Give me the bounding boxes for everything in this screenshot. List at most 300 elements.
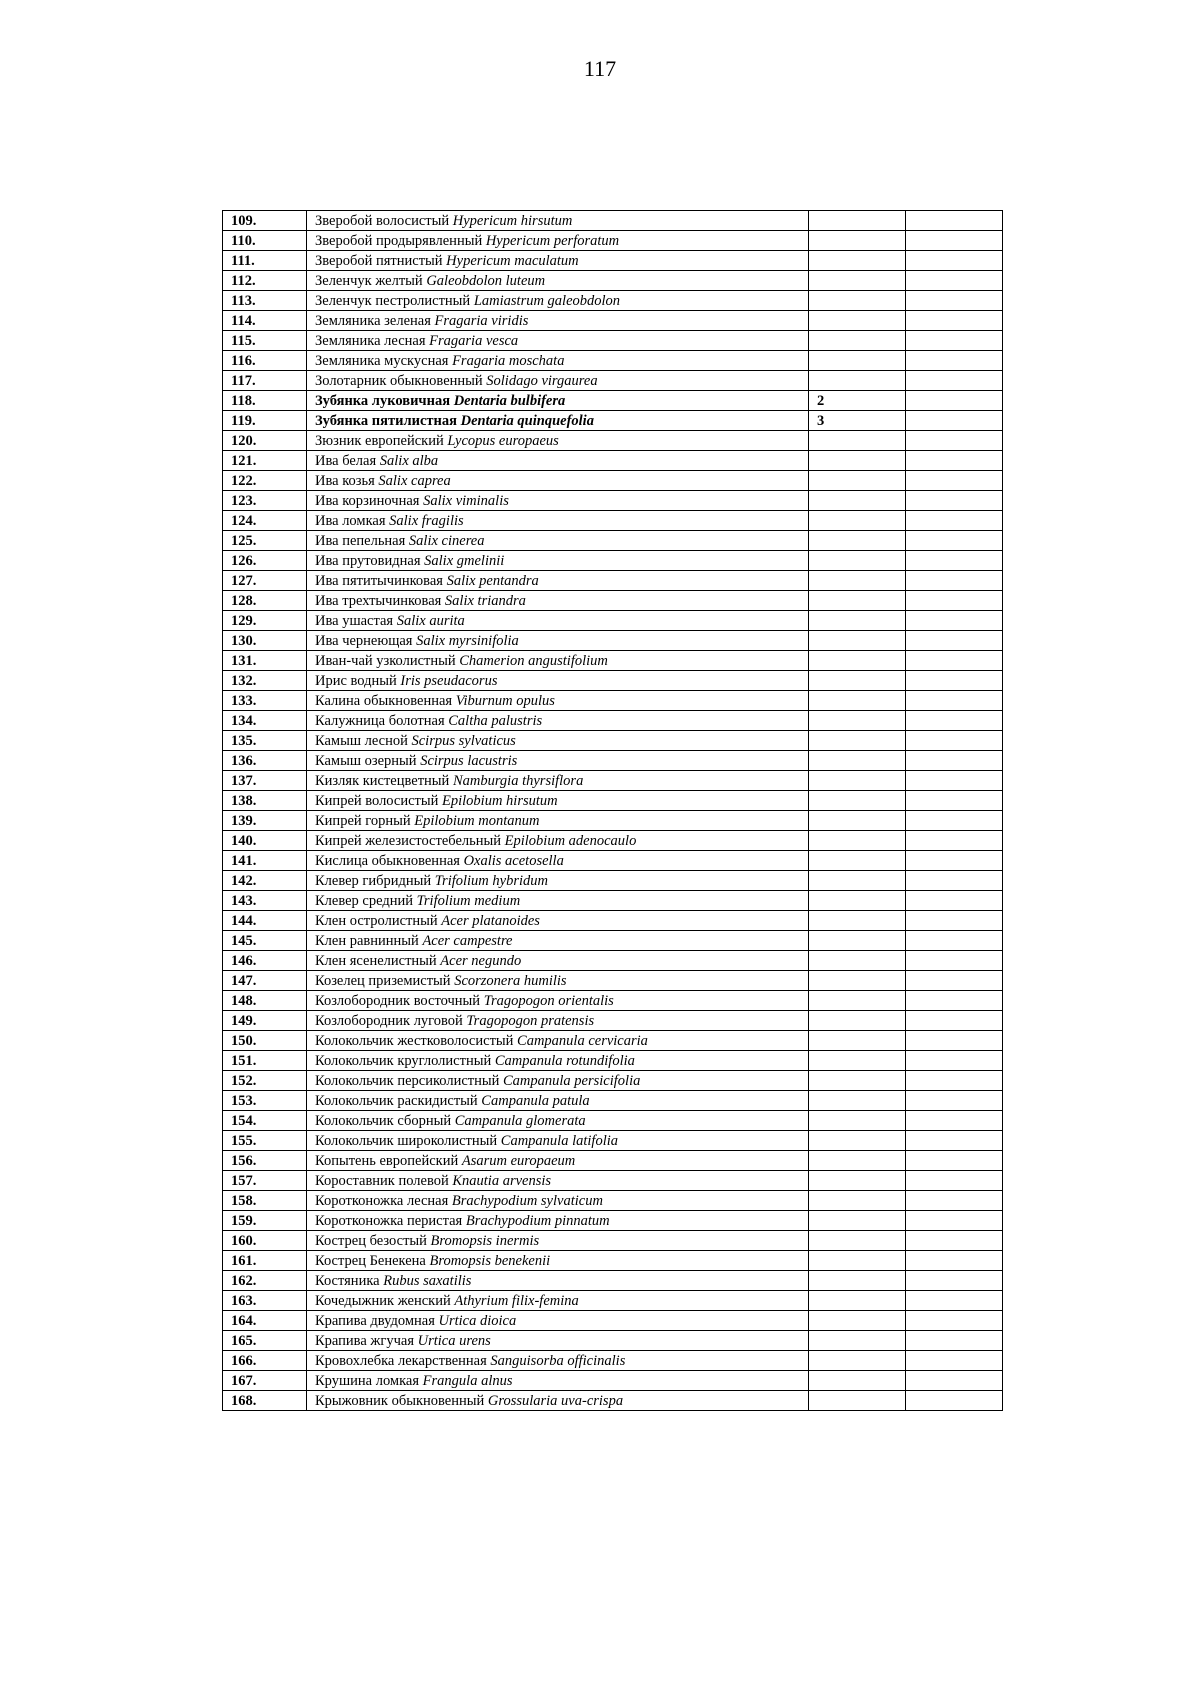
row-number: 162.	[223, 1271, 307, 1291]
latin-name: Namburgia thyrsiflora	[452, 772, 584, 789]
value-cell-2	[906, 231, 1003, 251]
value-cell-2	[906, 1111, 1003, 1131]
species-name-cell	[307, 1211, 809, 1231]
value-cell-1	[809, 511, 906, 531]
species-name-cell	[307, 1011, 809, 1031]
table-row	[223, 331, 1003, 351]
value-cell-2	[906, 291, 1003, 311]
value-cell-1	[809, 1231, 906, 1251]
russian-name: Крушина ломкая	[315, 1372, 420, 1389]
species-name-cell	[307, 911, 809, 931]
table-row	[223, 731, 1003, 751]
value-cell-2	[906, 471, 1003, 491]
value-cell-2	[906, 491, 1003, 511]
latin-name: Fragaria viridis	[434, 312, 529, 329]
russian-name: Зеленчук желтый	[315, 272, 423, 289]
row-number: 152.	[223, 1071, 307, 1091]
table-row	[223, 511, 1003, 531]
latin-name: Brachypodium sylvaticum	[451, 1192, 603, 1209]
latin-name: Oxalis acetosella	[463, 852, 564, 869]
table-row	[223, 1351, 1003, 1371]
row-number: 147.	[223, 971, 307, 991]
russian-name: Ива пепельная	[315, 532, 406, 549]
value-cell-2	[906, 1011, 1003, 1031]
russian-name: Ива пятитычинковая	[315, 572, 443, 589]
table-row	[223, 251, 1003, 271]
row-number: 138.	[223, 791, 307, 811]
value-cell-1	[809, 1091, 906, 1111]
row-number: 129.	[223, 611, 307, 631]
value-cell-1	[809, 311, 906, 331]
value-cell-1	[809, 571, 906, 591]
row-number: 135.	[223, 731, 307, 751]
row-number: 126.	[223, 551, 307, 571]
value-cell-1	[809, 251, 906, 271]
table-row	[223, 931, 1003, 951]
value-cell-2	[906, 1151, 1003, 1171]
russian-name: Земляника мускусная	[315, 352, 449, 369]
table-row	[223, 391, 1003, 411]
value-cell-1	[809, 451, 906, 471]
table-row	[223, 751, 1003, 771]
table-row	[223, 991, 1003, 1011]
latin-name: Scirpus lacustris	[420, 752, 518, 769]
species-name-cell	[307, 371, 809, 391]
row-number: 159.	[223, 1211, 307, 1231]
russian-name: Колокольчик раскидистый	[315, 1092, 478, 1109]
value-cell-2	[906, 1031, 1003, 1051]
row-number: 128.	[223, 591, 307, 611]
species-name-cell	[307, 1391, 809, 1411]
table-row	[223, 451, 1003, 471]
row-number: 148.	[223, 991, 307, 1011]
value-cell-1	[809, 1171, 906, 1191]
value-cell-2	[906, 511, 1003, 531]
russian-name: Калужница болотная	[315, 712, 445, 729]
latin-name: Urtica urens	[417, 1332, 491, 1349]
value-cell-1	[809, 1191, 906, 1211]
row-number: 130.	[223, 631, 307, 651]
value-cell-1	[809, 591, 906, 611]
value-cell-2	[906, 1311, 1003, 1331]
table-row	[223, 1331, 1003, 1351]
russian-name: Камыш озерный	[315, 752, 417, 769]
russian-name: Крапива двудомная	[315, 1312, 435, 1329]
latin-name: Salix triandra	[444, 592, 526, 609]
russian-name: Клевер гибридный	[315, 872, 432, 889]
value-cell-1	[809, 911, 906, 931]
value-cell-1	[809, 991, 906, 1011]
latin-name: Acer campestre	[422, 932, 513, 949]
russian-name: Колокольчик персиколистный	[315, 1072, 500, 1089]
table-row	[223, 231, 1003, 251]
latin-name: Rubus saxatilis	[383, 1272, 472, 1289]
value-cell-2	[906, 1211, 1003, 1231]
value-cell-1	[809, 371, 906, 391]
value-cell-1	[809, 1291, 906, 1311]
species-name-cell	[307, 791, 809, 811]
russian-name: Зверобой волосистый	[315, 212, 450, 229]
value-cell-2	[906, 671, 1003, 691]
latin-name: Fragaria vesca	[429, 332, 519, 349]
value-cell-2	[906, 731, 1003, 751]
row-number: 123.	[223, 491, 307, 511]
value-cell-2	[906, 531, 1003, 551]
species-name-cell	[307, 1251, 809, 1271]
species-name-cell	[307, 1151, 809, 1171]
species-name-cell	[307, 491, 809, 511]
latin-name: Scirpus sylvaticus	[411, 732, 516, 749]
value-cell-2	[906, 691, 1003, 711]
row-number: 149.	[223, 1011, 307, 1031]
row-number: 116.	[223, 351, 307, 371]
row-number: 166.	[223, 1351, 307, 1371]
row-number: 125.	[223, 531, 307, 551]
latin-name: Acer platanoides	[441, 912, 540, 929]
russian-name: Козелец приземистый	[315, 972, 451, 989]
row-number: 164.	[223, 1311, 307, 1331]
species-name-cell	[307, 1311, 809, 1331]
row-number: 134.	[223, 711, 307, 731]
table-row	[223, 711, 1003, 731]
value-cell-1	[809, 1371, 906, 1391]
table-row	[223, 1211, 1003, 1231]
russian-name: Ирис водный	[315, 672, 397, 689]
row-number: 127.	[223, 571, 307, 591]
value-cell-2	[906, 751, 1003, 771]
russian-name: Земляника лесная	[315, 332, 426, 349]
russian-name: Ива чернеющая	[315, 632, 413, 649]
value-cell-2	[906, 451, 1003, 471]
row-number: 157.	[223, 1171, 307, 1191]
russian-name: Колокольчик жестковолосистый	[315, 1032, 514, 1049]
value-cell-1	[809, 1311, 906, 1331]
row-number: 142.	[223, 871, 307, 891]
species-name-cell	[307, 1271, 809, 1291]
latin-name: Athyrium filix-femina	[454, 1292, 579, 1309]
species-name-cell	[307, 451, 809, 471]
latin-name: Tragopogon pratensis	[466, 1012, 595, 1029]
row-number: 155.	[223, 1131, 307, 1151]
value-cell-2	[906, 1331, 1003, 1351]
value-cell-1	[809, 891, 906, 911]
row-number: 146.	[223, 951, 307, 971]
row-number: 168.	[223, 1391, 307, 1411]
russian-name: Кочедыжник женский	[315, 1292, 451, 1309]
latin-name: Lycopus europaeus	[447, 432, 559, 449]
row-number: 144.	[223, 911, 307, 931]
russian-name: Клевер средний	[315, 892, 414, 909]
value-cell-2	[906, 831, 1003, 851]
species-name-cell	[307, 251, 809, 271]
latin-name: Campanula cervicaria	[517, 1032, 648, 1049]
russian-name: Крыжовник обыкновенный	[315, 1392, 485, 1409]
latin-name: Campanula glomerata	[454, 1112, 586, 1129]
species-name-cell	[307, 711, 809, 731]
row-number: 131.	[223, 651, 307, 671]
value-cell-1	[809, 691, 906, 711]
latin-name: Salix pentandra	[446, 572, 539, 589]
value-cell-1	[809, 671, 906, 691]
russian-name: Колокольчик широколистный	[315, 1132, 498, 1149]
table-row	[223, 1231, 1003, 1251]
value-cell-2	[906, 591, 1003, 611]
row-number: 140.	[223, 831, 307, 851]
latin-name: Campanula persicifolia	[503, 1072, 641, 1089]
row-number: 145.	[223, 931, 307, 951]
species-name-cell	[307, 731, 809, 751]
table-row	[223, 591, 1003, 611]
row-number: 110.	[223, 231, 307, 251]
table-row	[223, 371, 1003, 391]
species-name-cell	[307, 1371, 809, 1391]
russian-name: Козлобородник луговой	[315, 1012, 463, 1029]
russian-name: Зверобой продырявленный	[315, 232, 483, 249]
russian-name: Кипрей волосистый	[315, 792, 439, 809]
species-name-cell	[307, 751, 809, 771]
latin-name: Tragopogon orientalis	[483, 992, 614, 1009]
russian-name: Зюзник европейский	[315, 432, 444, 449]
row-number: 111.	[223, 251, 307, 271]
species-name-cell	[307, 1291, 809, 1311]
value-cell-1	[809, 851, 906, 871]
table-row	[223, 271, 1003, 291]
species-name-cell	[307, 1331, 809, 1351]
row-number: 118.	[223, 391, 307, 411]
row-number: 165.	[223, 1331, 307, 1351]
value-cell-1	[809, 531, 906, 551]
table-row	[223, 1131, 1003, 1151]
russian-name: Зубянка пятилистная	[315, 412, 457, 429]
russian-name: Ива трехтычинковая	[315, 592, 442, 609]
value-cell-1	[809, 771, 906, 791]
value-cell-2	[906, 791, 1003, 811]
latin-name: Bromopsis inermis	[430, 1232, 540, 1249]
row-number: 117.	[223, 371, 307, 391]
latin-name: Salix cinerea	[408, 532, 485, 549]
row-number: 114.	[223, 311, 307, 331]
species-name-cell	[307, 971, 809, 991]
row-number: 139.	[223, 811, 307, 831]
table-row	[223, 1151, 1003, 1171]
value-cell-1	[809, 351, 906, 371]
latin-name: Caltha palustris	[448, 712, 543, 729]
table-row	[223, 651, 1003, 671]
row-number: 143.	[223, 891, 307, 911]
species-name-cell	[307, 351, 809, 371]
species-name-cell	[307, 471, 809, 491]
value-cell-1	[809, 271, 906, 291]
russian-name: Ива корзиночная	[315, 492, 420, 509]
russian-name: Кизляк кистецветный	[315, 772, 450, 789]
species-name-cell	[307, 651, 809, 671]
russian-name: Ива белая	[315, 452, 377, 469]
value-cell-1	[809, 711, 906, 731]
latin-name: Epilobium hirsutum	[442, 792, 558, 809]
row-number: 119.	[223, 411, 307, 431]
russian-name: Зверобой пятнистый	[315, 252, 443, 269]
species-name-cell	[307, 431, 809, 451]
table-row	[223, 1371, 1003, 1391]
row-number: 115.	[223, 331, 307, 351]
species-name-cell	[307, 1031, 809, 1051]
table-row	[223, 971, 1003, 991]
latin-name: Galeobdolon luteum	[426, 272, 546, 289]
species-name-cell	[307, 311, 809, 331]
table-row	[223, 611, 1003, 631]
species-name-cell	[307, 391, 809, 411]
table-row	[223, 471, 1003, 491]
row-number: 136.	[223, 751, 307, 771]
value-cell-2	[906, 251, 1003, 271]
russian-name: Ива прутовидная	[315, 552, 421, 569]
table-row	[223, 311, 1003, 331]
latin-name: Brachypodium pinnatum	[465, 1212, 610, 1229]
row-number: 113.	[223, 291, 307, 311]
latin-name: Salix fragilis	[389, 512, 464, 529]
russian-name: Кровохлебка лекарственная	[315, 1352, 487, 1369]
value-cell-2	[906, 1291, 1003, 1311]
value-cell-1	[809, 1071, 906, 1091]
value-cell-1	[809, 211, 906, 231]
row-number: 109.	[223, 211, 307, 231]
table-row	[223, 891, 1003, 911]
russian-name: Коротконожка перистая	[315, 1212, 463, 1229]
row-number: 151.	[223, 1051, 307, 1071]
russian-name: Копытень европейский	[315, 1152, 459, 1169]
value-cell-1: 3	[809, 411, 906, 431]
row-number: 133.	[223, 691, 307, 711]
table-row	[223, 911, 1003, 931]
latin-name: Salix aurita	[396, 612, 465, 629]
table-row	[223, 351, 1003, 371]
latin-name: Epilobium adenocaulo	[504, 832, 637, 849]
value-cell-1	[809, 871, 906, 891]
species-name-cell	[307, 951, 809, 971]
latin-name: Chamerion angustifolium	[459, 652, 608, 669]
value-cell-1	[809, 791, 906, 811]
table-row	[223, 1071, 1003, 1091]
row-number: 158.	[223, 1191, 307, 1211]
latin-name: Campanula latifolia	[500, 1132, 618, 1149]
species-name-cell	[307, 1071, 809, 1091]
latin-name: Hypericum maculatum	[446, 252, 579, 269]
russian-name: Крапива жгучая	[315, 1332, 415, 1349]
row-number: 167.	[223, 1371, 307, 1391]
value-cell-1	[809, 1331, 906, 1351]
table-row	[223, 491, 1003, 511]
value-cell-2	[906, 1271, 1003, 1291]
russian-name: Ива ушастая	[315, 612, 394, 629]
row-number: 137.	[223, 771, 307, 791]
russian-name: Камыш лесной	[315, 732, 408, 749]
value-cell-2	[906, 1051, 1003, 1071]
latin-name: Dentaria quinquefolia	[460, 412, 594, 429]
value-cell-1	[809, 471, 906, 491]
value-cell-2	[906, 971, 1003, 991]
latin-name: Grossularia uva-crispa	[487, 1392, 624, 1409]
value-cell-2	[906, 651, 1003, 671]
value-cell-1	[809, 331, 906, 351]
value-cell-2	[906, 1391, 1003, 1411]
table-row	[223, 551, 1003, 571]
latin-name: Hypericum hirsutum	[452, 212, 573, 229]
value-cell-1	[809, 1211, 906, 1231]
value-cell-1	[809, 551, 906, 571]
latin-name: Trifolium medium	[416, 892, 521, 909]
value-cell-2	[906, 1091, 1003, 1111]
latin-name: Campanula rotundifolia	[494, 1052, 635, 1069]
species-name-cell	[307, 671, 809, 691]
value-cell-2	[906, 311, 1003, 331]
species-name-cell	[307, 1051, 809, 1071]
row-number: 154.	[223, 1111, 307, 1131]
value-cell-2	[906, 951, 1003, 971]
species-name-cell	[307, 411, 809, 431]
value-cell-1: 2	[809, 391, 906, 411]
value-cell-2	[906, 1191, 1003, 1211]
latin-name: Iris pseudacorus	[400, 672, 498, 689]
value-cell-1	[809, 1151, 906, 1171]
value-cell-2	[906, 631, 1003, 651]
latin-name: Fragaria moschata	[452, 352, 565, 369]
species-name-cell	[307, 1171, 809, 1191]
latin-name: Scorzonera humilis	[454, 972, 567, 989]
value-cell-2	[906, 1131, 1003, 1151]
species-name-cell	[307, 851, 809, 871]
value-cell-1	[809, 1271, 906, 1291]
russian-name: Кислица обыкновенная	[315, 852, 460, 869]
value-cell-1	[809, 731, 906, 751]
table-row	[223, 791, 1003, 811]
species-name-cell	[307, 1231, 809, 1251]
latin-name: Hypericum perforatum	[485, 232, 620, 249]
value-cell-2	[906, 851, 1003, 871]
russian-name: Костяника	[315, 1272, 380, 1289]
table-row	[223, 1311, 1003, 1331]
russian-name: Ива ломкая	[315, 512, 386, 529]
value-cell-1	[809, 1051, 906, 1071]
value-cell-2	[906, 991, 1003, 1011]
value-cell-1	[809, 1011, 906, 1031]
value-cell-2	[906, 271, 1003, 291]
row-number: 141.	[223, 851, 307, 871]
russian-name: Кипрей горный	[315, 812, 411, 829]
species-name-cell	[307, 591, 809, 611]
table-row	[223, 431, 1003, 451]
latin-name: Campanula patula	[481, 1092, 590, 1109]
species-name-cell	[307, 1131, 809, 1151]
latin-name: Salix viminalis	[423, 492, 509, 509]
value-cell-2	[906, 551, 1003, 571]
latin-name: Solidago virgaurea	[486, 372, 598, 389]
table-row	[223, 811, 1003, 831]
value-cell-2	[906, 1371, 1003, 1391]
table-row	[223, 571, 1003, 591]
table-row	[223, 771, 1003, 791]
russian-name: Колокольчик сборный	[315, 1112, 452, 1129]
latin-name: Epilobium montanum	[414, 812, 540, 829]
value-cell-1	[809, 751, 906, 771]
russian-name: Клен ясенелистный	[315, 952, 437, 969]
species-name-cell	[307, 531, 809, 551]
latin-name: Viburnum opulus	[455, 692, 555, 709]
row-number: 122.	[223, 471, 307, 491]
species-name-cell	[307, 611, 809, 631]
table-row	[223, 1031, 1003, 1051]
species-name-cell	[307, 231, 809, 251]
value-cell-2	[906, 1071, 1003, 1091]
